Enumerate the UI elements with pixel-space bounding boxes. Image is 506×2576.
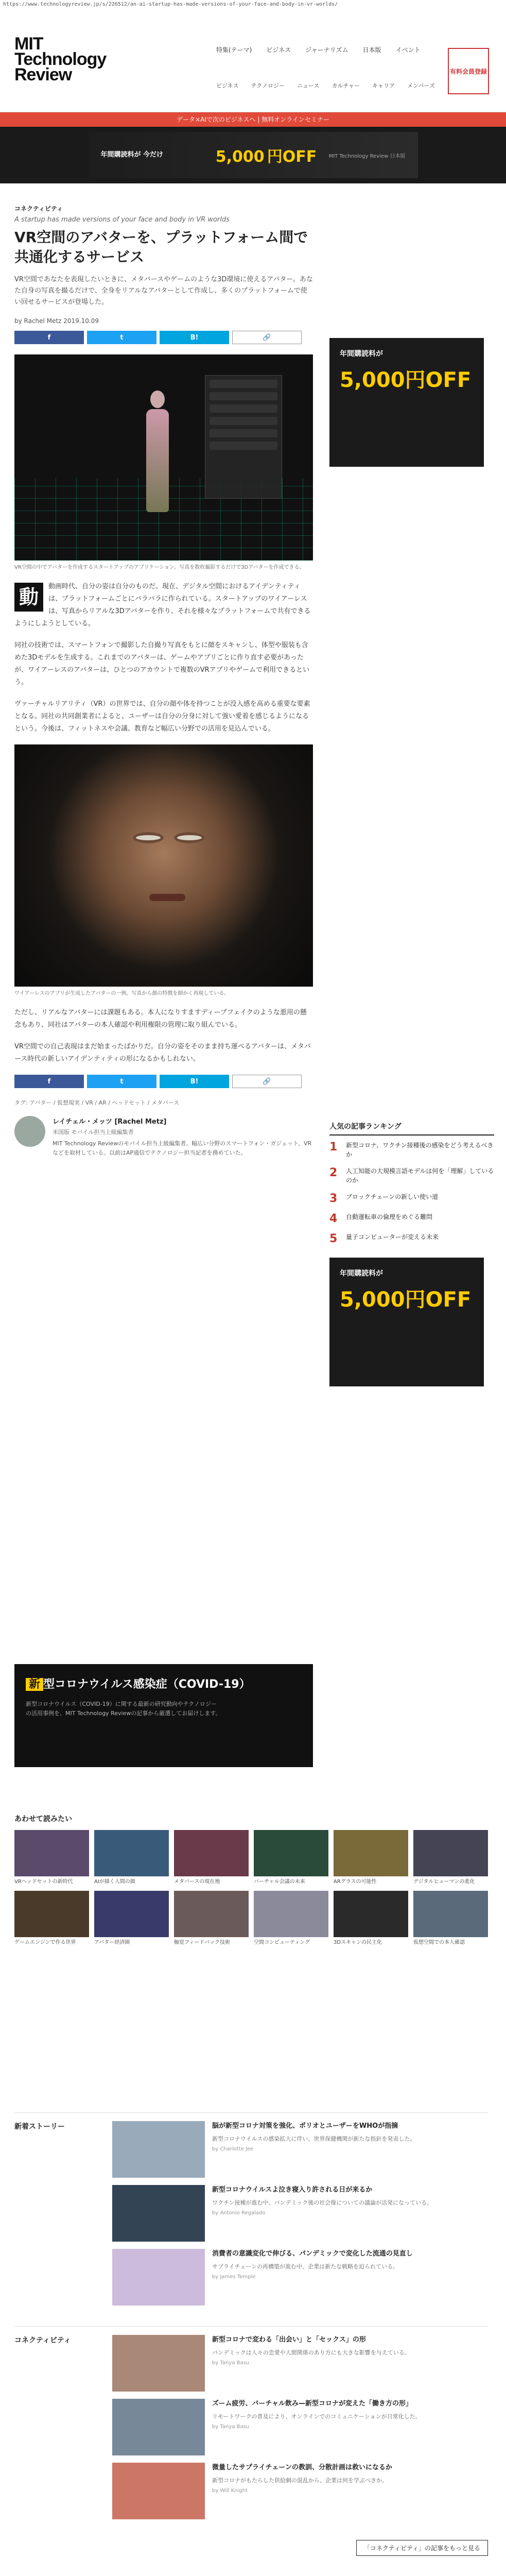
reco-item[interactable] [413,1830,488,1886]
reco-item[interactable] [14,1830,89,1886]
paragraph: ただし、リアルなアバターには課題もある。本人になりすますディープフェイクのような悪用の懸念もあり、同社はアバターの本人確認や利用権限の管理に取り組んでいる。 [14,1009,307,1029]
article-body-2 [14,1007,313,1065]
vr-ui-panel [205,375,282,499]
reco-label: あわせて読みたい [14,1815,72,1823]
figure-caption: VR空間の中でアバターを作成するスタートアップのアプリケーション。写真を数枚撮影するだけで3Dアバターを作成できる。 [14,565,305,570]
url-bar[interactable]: https://www.technologyreview.jp/s/226512/an-ai-startup-has-made-versions-of-your-face-and-body-in-vr-worlds/ [3,2,338,7]
reco-item[interactable] [94,1830,169,1886]
ranking-item[interactable]: 2 人工知能の大規模言語モデルは何を「理解」しているのか [329,1166,494,1184]
author-info [53,1116,313,1158]
recommended [14,1814,488,1946]
sidebar [329,1121,494,1386]
news-items [112,2335,488,2527]
reco-item[interactable] [174,1830,249,1886]
face-caption: ワイアーレスのアプリが生成したアバターの一例。写真から顔の特徴を細かく再現している。 [14,991,230,996]
reco-item[interactable] [254,1830,328,1886]
reco-caption: アバター経済圏 [94,1940,130,1945]
ranking-item[interactable]: 5 量子コンピューターが変える未来 [329,1232,439,1245]
news-block-connectivity [14,2326,488,2527]
news-item[interactable] [112,2335,488,2392]
facebook-share-button[interactable]: f [14,331,84,344]
reco-caption: バーチャル会議の未来 [254,1879,305,1885]
reco-caption: 仮想空間での本人確認 [413,1940,465,1945]
author-bio: MIT Technology Reviewのモバイル担当上級編集者。幅広い分野のスマートフォン・ガジェット、VRなどを取材している。以前はAP通信でテクノロジー担当記者を務めていた。 [53,1140,312,1156]
covid-banner[interactable] [14,1664,313,1767]
reco-caption: 触覚フィードバック技術 [174,1940,230,1945]
article-byline: by Rachel Metz 2019.10.09 [14,317,99,325]
nav-item[interactable]: イベント [395,46,421,54]
news-item[interactable] [112,2463,488,2519]
reco-caption: メタバースの現在地 [174,1879,220,1885]
main-nav [216,45,421,54]
sidebar-ad-label: 年間購読料が [340,1269,383,1278]
covid-highlight: 新 [26,1678,43,1691]
reco-item[interactable] [254,1891,328,1946]
avatar-mouth [149,894,185,901]
reco-item[interactable] [334,1891,408,1946]
news-headline: ズーム疲労、バーチャル飲み—新型コロナが変えた「働き方の形」 [212,2400,412,2408]
subnav-item[interactable]: ビジネス [216,82,239,89]
sidebar-ad-label: 年間購読料が [340,350,383,358]
copy-link-button[interactable]: 🔗 [232,331,302,344]
site-header [0,9,506,112]
article-figure-face [14,744,313,987]
site-logo[interactable]: MIT Technology Review [14,34,107,84]
ranking-item-title: ブロックチェーンの新しい使い道 [346,1193,439,1200]
nav-item[interactable]: ジャーナリズム [305,46,348,54]
news-byline: by James Temple [212,2274,256,2280]
reco-caption: ARグラスの可能性 [334,1879,377,1885]
article-title: VR空間のアバターを、プラットフォーム間で共通化するサービス [14,229,308,265]
author-box [14,1116,313,1158]
paragraph: ヴァーチャルリアリティ（VR）の世界では、自分の顔や体を持つことが没入感を高める重要な要素となる。同社の共同創業者によると、ユーザーは自分の分身に対して強い愛着を感じるようになるという。今後は、フィットネスや会議、教育など幅広い分野での活用を見込んでいる。 [14,700,310,733]
reco-item[interactable] [413,1891,488,1946]
covid-title [26,1675,302,1691]
banner-price-box [216,144,317,166]
news-more-button[interactable]: 「コネクティビティ」の記事をもっと見る [356,2540,488,2556]
news-block-latest [14,2112,488,2313]
news-headline: 新型コロナで変わる「出会い」と「セックス」の形 [212,2336,366,2344]
news-desc: パンデミックは人々の恋愛や人間関係のあり方にも大きな影響を与えている。 [212,2349,410,2356]
news-byline: by Tanya Basu [212,2360,250,2366]
news-desc: ワクチン接種が進む中、パンデミック後の社会像についての議論が活発になっている。 [212,2199,433,2206]
reco-caption: AIが描く人間の顔 [94,1879,135,1885]
subnav-item[interactable]: テクノロジー [251,82,285,89]
dropcap: 動 [14,583,43,612]
article-category[interactable]: コネクティビティ [14,205,63,212]
reco-item[interactable] [14,1891,89,1946]
paragraph: VR空間での自己表現はまだ始まったばかりだ。自分の姿をそのまま持ち運べるアバターは、メタバース時代の新しいアイデンティティの形になるかもしれない。 [14,1043,311,1063]
news-headline: 消費者の意識変化で伸びる、パンデミックで変化した流通の見直し [212,2250,413,2258]
subnav-item[interactable]: カルチャー [331,82,360,89]
author-avatar [14,1116,45,1147]
reco-caption: デジタルヒューマンの進化 [413,1879,475,1885]
avatar-eye [174,832,205,843]
ranking-item-title: 新型コロナ、ワクチン接種後の感染をどう考えるべきか [346,1142,494,1158]
top-banner[interactable] [0,127,506,183]
author-role: 米国版 モバイル担当上級編集者 [53,1129,134,1136]
avatar-figure [143,391,172,514]
nav-item[interactable]: 特集(テーマ) [216,46,252,54]
ranking-item-title: 自動運転車の倫理をめぐる難問 [346,1213,433,1221]
covid-desc: 新型コロナウイルス（COVID-19）に関する最新の研究動向やテクノロジーの活用事例を、MIT Technology Reviewの記事から厳選してお届けします。 [26,1701,221,1717]
news-byline: by Tanya Basu [212,2424,250,2430]
banner-title: 年間購読料が 今だけ [100,151,164,159]
news-headline: 脳が新型コロナ対策を強化、ポリオとユーザーをWHOが指摘 [212,2122,398,2130]
ranking-item[interactable]: 3 ブロックチェーンの新しい使い道 [329,1192,439,1205]
news-headline: 微量したサプライチェーンの教訓、分散計画は救いになるか [212,2464,392,2471]
author-name[interactable]: レイチェル・メッツ [Rachel Metz] [53,1118,167,1126]
main-content [0,183,506,1312]
news-desc: リモートワークの普及により、オンラインでのコミュニケーションが日常化した。 [212,2413,421,2420]
news-byline: by Will Knight [212,2488,248,2494]
news-byline: by Charlotte Jee [212,2146,254,2152]
news-label: コネクティビティ [14,2336,71,2345]
covid-title-text: 型コロナウイルス感染症（COVID-19） [43,1678,251,1691]
banner-inner [89,132,418,178]
news-section [14,2112,488,2556]
ranking-item[interactable]: 4 自動運転車の倫理をめぐる難問 [329,1212,433,1225]
news-items [112,2121,488,2313]
news-label: 新着ストーリー [14,2123,65,2131]
reco-caption: 空間コンピューティング [254,1940,310,1945]
ranking-item-title: 量子コンピューターが変える未来 [346,1233,439,1241]
banner-price: 5,000 [215,148,265,166]
sidebar-ad-price: 5,000円OFF [340,1288,472,1312]
news-byline: by Antonio Regalado [212,2210,266,2216]
article-en-title: A startup has made versions of your face and body in VR worlds [14,216,230,224]
article-tags[interactable]: タグ: アバター / 仮想現実 / VR / AR / ヘッドセット / メタバース [14,1099,180,1106]
article [14,204,313,1166]
nav-item[interactable]: ビジネス [266,46,291,54]
twitter-share-button[interactable]: t [87,1075,156,1088]
paragraph: 動画時代、自分の姿は自分のものだ。現在、デジタル空間におけるアイデンティティは、プラットフォームごとにバラバラに作られている。スタートアップのワイアーレスは、写真からリアルな3Dアバターを作り、それを様々なプラットフォームで共有できるようにしようとしている。 [14,583,311,628]
subnav-item[interactable]: キャリア [372,82,395,89]
news-item[interactable] [112,2121,488,2178]
hatena-share-button[interactable]: B! [160,1075,229,1088]
avatar-eye [133,832,164,843]
news-item[interactable] [112,2399,488,2455]
news-desc: サプライチェーンの再構築が進む中、企業は新たな戦略を迫られている。 [212,2263,399,2270]
reco-item[interactable] [174,1891,249,1946]
sidebar-ad[interactable] [329,338,484,467]
sidebar-ad-top [329,338,494,467]
banner-unit: 円OFF [267,148,317,166]
reco-item[interactable] [334,1830,408,1886]
twitter-share-button[interactable]: t [87,331,156,344]
copy-link-button[interactable]: 🔗 [232,1075,302,1088]
promo-strip[interactable]: データ×AIで次のビジネスへ | 無料オンラインセミナー [0,112,506,127]
share-bar [14,331,313,344]
hatena-share-button[interactable]: B! [160,331,229,344]
news-item[interactable] [112,2249,488,2306]
facebook-share-button[interactable]: f [14,1075,84,1088]
register-button[interactable]: 有料会員登録 [448,48,489,94]
ranking-title: 人気の記事ランキング [329,1121,494,1136]
ranking-item-title: 人工知能の大規模言語モデルは何を「理解」しているのか [346,1167,494,1184]
sidebar-ad[interactable] [329,1258,484,1386]
article-body [14,581,313,735]
article-lead: VR空間であなたを表現したいときに、メタバースやゲームのような3D環境に使えるアバター。あなた自身の写真を撮るだけで、全身をリアルなアバターとして作成し、多くのプラットフォームで使い回せるサービスが登場した。 [14,276,313,306]
reco-item[interactable] [94,1891,169,1946]
news-desc: 新型コロナウイルスの感染拡大に伴い、世界保健機関が新たな指針を発表した。 [212,2136,416,2142]
ranking-item[interactable]: 1 新型コロナ、ワクチン接種後の感染をどう考えるべきか [329,1141,494,1158]
subnav-item[interactable]: ニュース [297,82,320,89]
article-figure-vr [14,354,313,561]
share-bar-bottom [14,1075,313,1088]
sub-nav [216,81,435,90]
reco-caption: ゲームエンジンで作る世界 [14,1940,76,1945]
news-headline: 新型コロナウイルスよ泣き寝入り許される日が来るか [212,2186,373,2194]
paragraph: 同社の技術では、スマートフォンで撮影した自撮り写真をもとに顔をスキャンし、体型や服装も含めた3Dモデルを生成する。これまでのアバターは、ゲームやアプリごとに作り直す必要があったが、ワイアーレスのアバターは、ひとつのアカウントで複数のVRアプリやゲームで利用できるという。 [14,641,310,686]
banner-sub: MIT Technology Review 日本版 [328,153,406,159]
subnav-item[interactable]: メンバーズ [407,82,435,89]
news-desc: 新型コロナがもたらした供給網の混乱から、企業は何を学ぶべきか。 [212,2477,388,2484]
news-item[interactable] [112,2185,488,2242]
reco-caption: 3Dスキャンの民主化 [334,1940,382,1945]
nav-item[interactable]: 日本版 [362,46,381,54]
reco-caption: VRヘッドセットの新時代 [14,1879,73,1885]
reco-grid [14,1830,488,1946]
sidebar-ad-price: 5,000円OFF [340,368,472,392]
